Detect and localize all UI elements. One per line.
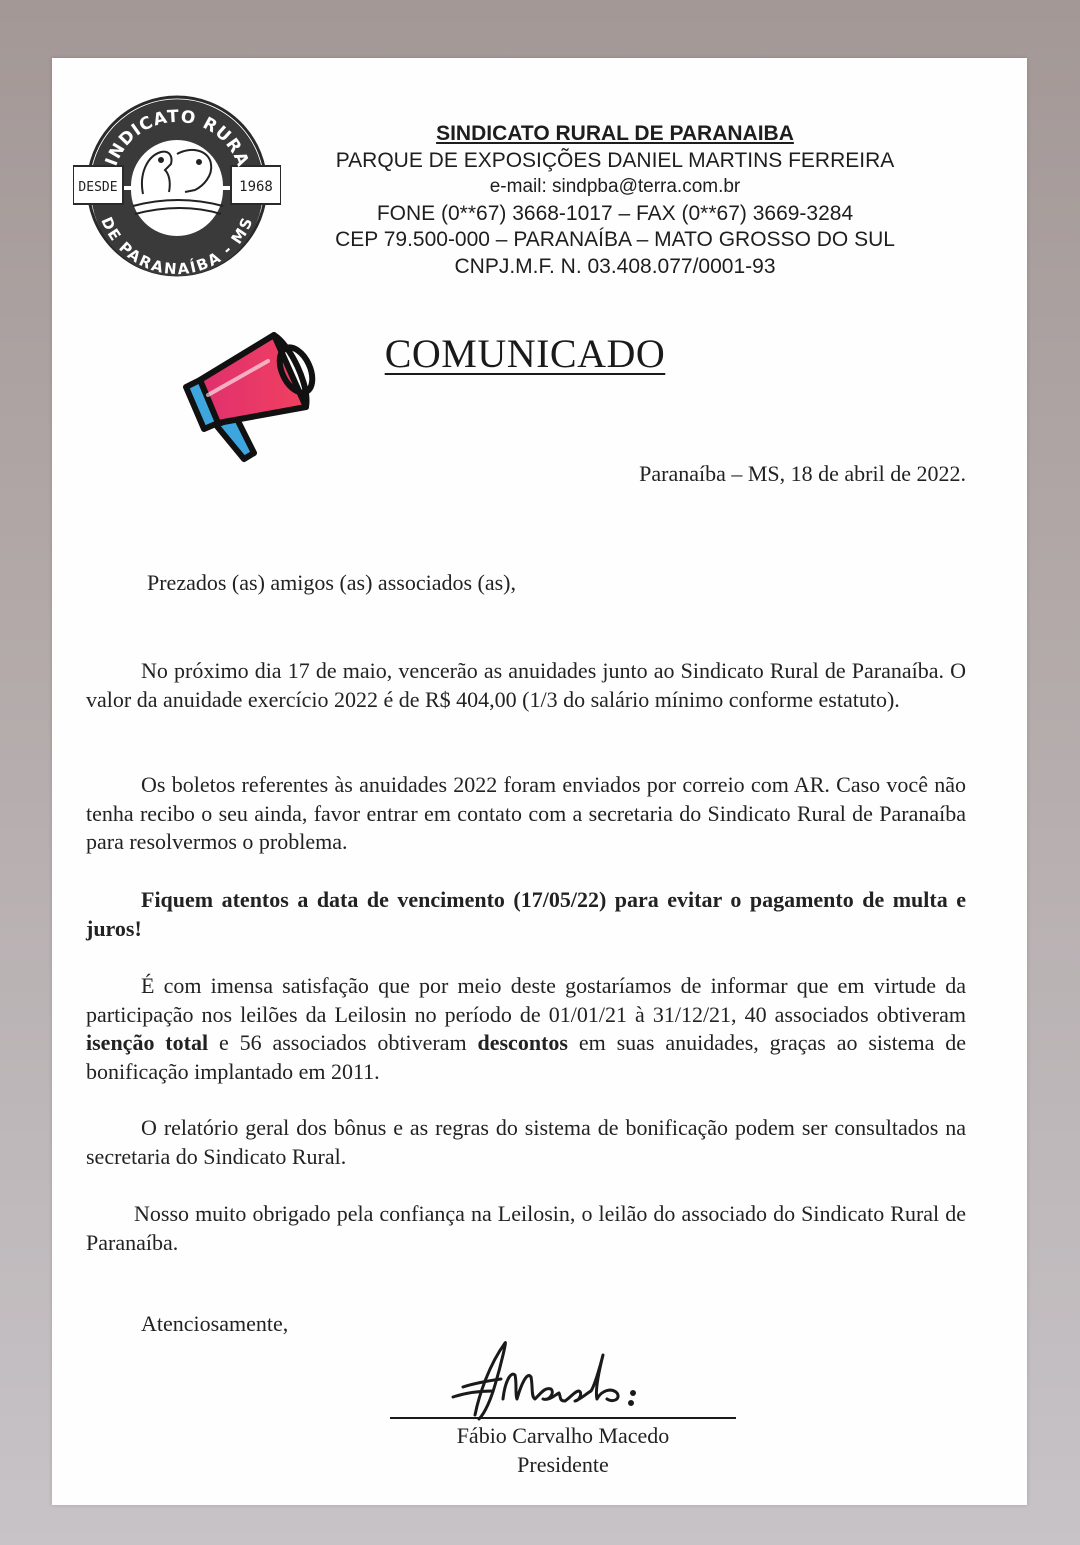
- paragraph-5: O relatório geral dos bônus e as regras do sistema de bonificação podem ser consultados na secretaria do Sindicato Rural.: [86, 1115, 966, 1169]
- document-title: COMUNICADO: [384, 331, 666, 376]
- paragraph-4-bold-isencao: isenção total: [86, 1030, 209, 1056]
- paragraph-2: Os boletos referentes às anuidades 2022 foram enviados por correio com AR. Caso você não tenha recibo o seu ainda, favor entrar em contato com a secretaria do Sindicato Rural de Paranaíba para resolvermos o problema.: [86, 772, 966, 855]
- closing: Atenciosamente,: [141, 1311, 289, 1336]
- signer-name: Fábio Carvalho Macedo: [456, 1423, 670, 1448]
- paragraph-4-bold-descontos: descontos: [477, 1030, 568, 1056]
- logo-top-text: SINDICATO RURAL: [98, 106, 256, 181]
- paragraph-4-part-e: em suas anuidades, graças ao sistema de bonificação implantado em 2011.: [86, 1030, 966, 1085]
- paragraph-1: No próximo dia 17 de maio, vencerão as anuidades junto ao Sindicato Rural de Paranaíba. O valor da anuidade exercício 2022 é de R$ 404,00 (1/3 do salário mínimo conforme estatuto).: [86, 658, 966, 712]
- header-address: CEP 79.500-000 – PARANAÍBA – MATO GROSSO DO SUL: [335, 228, 895, 251]
- sindicato-logo: [73, 94, 281, 278]
- signer-block: [390, 1421, 736, 1479]
- handwritten-signature: [445, 1335, 660, 1425]
- logo-right-text: 1968: [239, 179, 273, 195]
- letterhead: [295, 121, 935, 280]
- logo-left-text: DESDE: [78, 180, 118, 195]
- date-line: Paranaíba – MS, 18 de abril de 2022.: [639, 461, 966, 486]
- signer-role: Presidente: [517, 1452, 609, 1477]
- header-phone: FONE (0**67) 3668-1017 – FAX (0**67) 3669-3284: [376, 201, 854, 225]
- header-line-2: PARQUE DE EXPOSIÇÕES DANIEL MARTINS FERREIRA: [335, 148, 895, 172]
- paragraph-6: Nosso muito obrigado pela confiança na Leilosin, o leilão do associado do Sindicato Rural de Paranaíba.: [86, 1201, 966, 1255]
- header-email: e-mail: sindpba@terra.com.br: [489, 176, 741, 197]
- org-name: SINDICATO RURAL DE PARANAIBA: [436, 122, 794, 145]
- greeting: Prezados (as) amigos (as) associados (as),: [147, 570, 516, 595]
- paragraph-3-warning: Fiquem atentos a data de vencimento (17/05/22) para evitar o pagamento de multa e juros!: [86, 887, 966, 941]
- paragraph-4-part-c: e 56 associados obtiveram: [208, 1030, 478, 1056]
- megaphone-icon: [178, 325, 323, 470]
- logo-bottom-text: DE PARANAÍBA - MS: [97, 214, 257, 278]
- signature-line: [390, 1417, 736, 1419]
- paragraph-4-part-a: É com imensa satisfação que por meio deste gostaríamos de informar que em virtude da participação nos leilões da Leilosin no período de 01/01/21 à 31/12/21, 40 associados obtiveram: [86, 973, 966, 1027]
- header-cnpj: CNPJ.M.F. N. 03.408.077/0001-93: [454, 254, 776, 278]
- paragraph-4: [86, 972, 966, 1087]
